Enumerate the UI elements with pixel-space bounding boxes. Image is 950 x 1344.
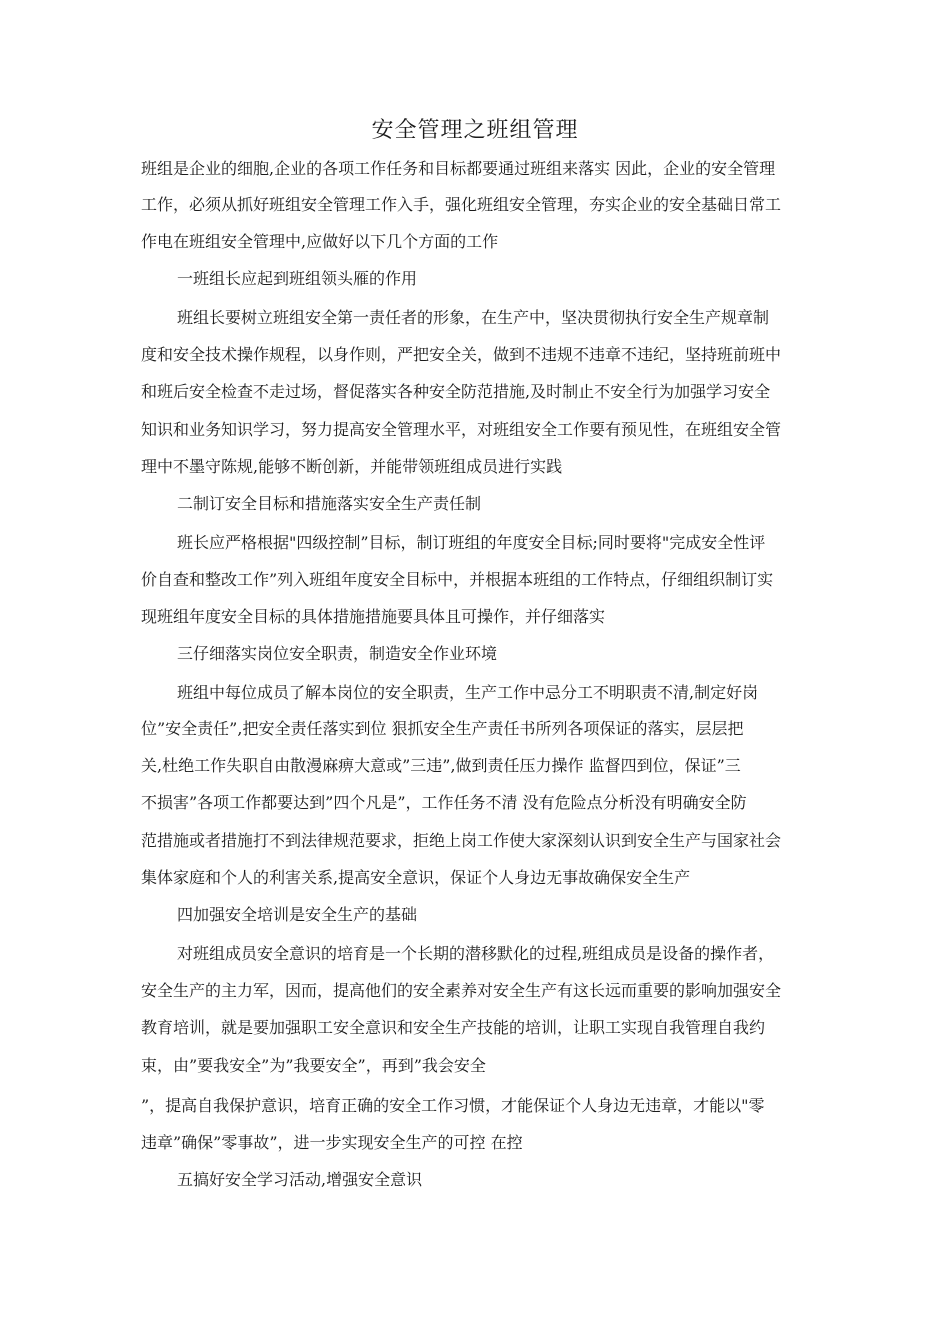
paragraph-line: 关,杜绝工作失职自由散漫麻痹大意或”三违”,做到责任压力操作 监督四到位，保证”三 — [141, 756, 741, 775]
paragraph-line: 知识和业务知识学习，努力提高安全管理水平，对班组安全工作要有预见性，在班组安全管 — [141, 420, 782, 439]
paragraph-line: ”，提高自我保护意识，培育正确的安全工作习惯，才能保证个人身边无违章，才能以"零 — [141, 1096, 765, 1115]
document-title: 安全管理之班组管理 — [371, 118, 579, 143]
paragraph-line: 范措施或者措施打不到法律规范要求，拒绝上岗工作使大家深刻认识到安全生产与国家社会 — [141, 831, 782, 850]
paragraph-line: 束，由”要我安全”为”我要安全”，再到”我会安全 — [141, 1056, 486, 1075]
paragraph-line: 违章”确保”零事故”，进一步实现安全生产的可控 在控 — [141, 1133, 523, 1152]
section-heading: 五搞好安全学习活动,增强安全意识 — [177, 1170, 423, 1189]
section-heading: 四加强安全培训是安全生产的基础 — [177, 905, 418, 924]
paragraph-line: 班组是企业的细胞,企业的各项工作任务和目标都要通过班组来落实 因此，企业的安全管理 — [141, 159, 776, 178]
paragraph-line: 工作，必须从抓好班组安全管理工作入手，强化班组安全管理，夯实企业的安全基础日常工 — [141, 195, 782, 214]
paragraph-line: 作电在班组安全管理中,应做好以下几个方面的工作 — [141, 232, 499, 251]
paragraph-line: 对班组成员安全意识的培育是一个长期的潜移默化的过程,班组成员是设备的操作者， — [177, 944, 775, 963]
paragraph-line: 班组中每位成员了解本岗位的安全职责，生产工作中忌分工不明职责不清,制定好岗 — [177, 683, 759, 702]
paragraph-line: 价自查和整改工作”列入班组年度安全目标中，并根据本班组的工作特点，仔细组织制订实 — [141, 570, 774, 589]
paragraph-line: 集体家庭和个人的利害关系,提高安全意识，保证个人身边无事故确保安全生产 — [141, 868, 691, 887]
paragraph-line: 班组长要树立班组安全第一责任者的形象，在生产中，坚决贯彻执行安全生产规章制 — [177, 308, 770, 327]
paragraph-line: 理中不墨守陈规,能够不断创新，并能带领班组成员进行实践 — [141, 457, 563, 476]
paragraph-line: 现班组年度安全目标的具体措施措施要具体且可操作，并仔细落实 — [141, 607, 606, 626]
section-heading: 三仔细落实岗位安全职责，制造安全作业环境 — [177, 644, 498, 663]
paragraph-line: 安全生产的主力军，因而，提高他们的安全素养对安全生产有这长远而重要的影响加强安全 — [141, 981, 782, 1000]
paragraph-line: 不损害”各项工作都要达到”四个凡是”，工作任务不清 没有危险点分析没有明确安全防 — [141, 793, 747, 812]
paragraph-line: 教育培训，就是要加强职工安全意识和安全生产技能的培训，让职工实现自我管理自我约 — [141, 1018, 766, 1037]
section-heading: 一班组长应起到班组领头雁的作用 — [177, 269, 418, 288]
section-heading: 二制订安全目标和措施落实安全生产责任制 — [177, 494, 482, 513]
paragraph-line: 和班后安全检查不走过场，督促落实各种安全防范措施,及时制止不安全行为加强学习安全 — [141, 382, 771, 401]
paragraph-line: 度和安全技术操作规程，以身作则，严把安全关，做到不违规不违章不违纪，坚持班前班中 — [141, 345, 782, 364]
paragraph-line: 位”安全责任”,把安全责任落实到位 狠抓安全生产责任书所列各项保证的落实，层层把 — [141, 719, 744, 738]
paragraph-line: 班长应严格根据"四级控制”目标，制订班组的年度安全目标;同时要将"完成安全性评 — [177, 533, 766, 552]
